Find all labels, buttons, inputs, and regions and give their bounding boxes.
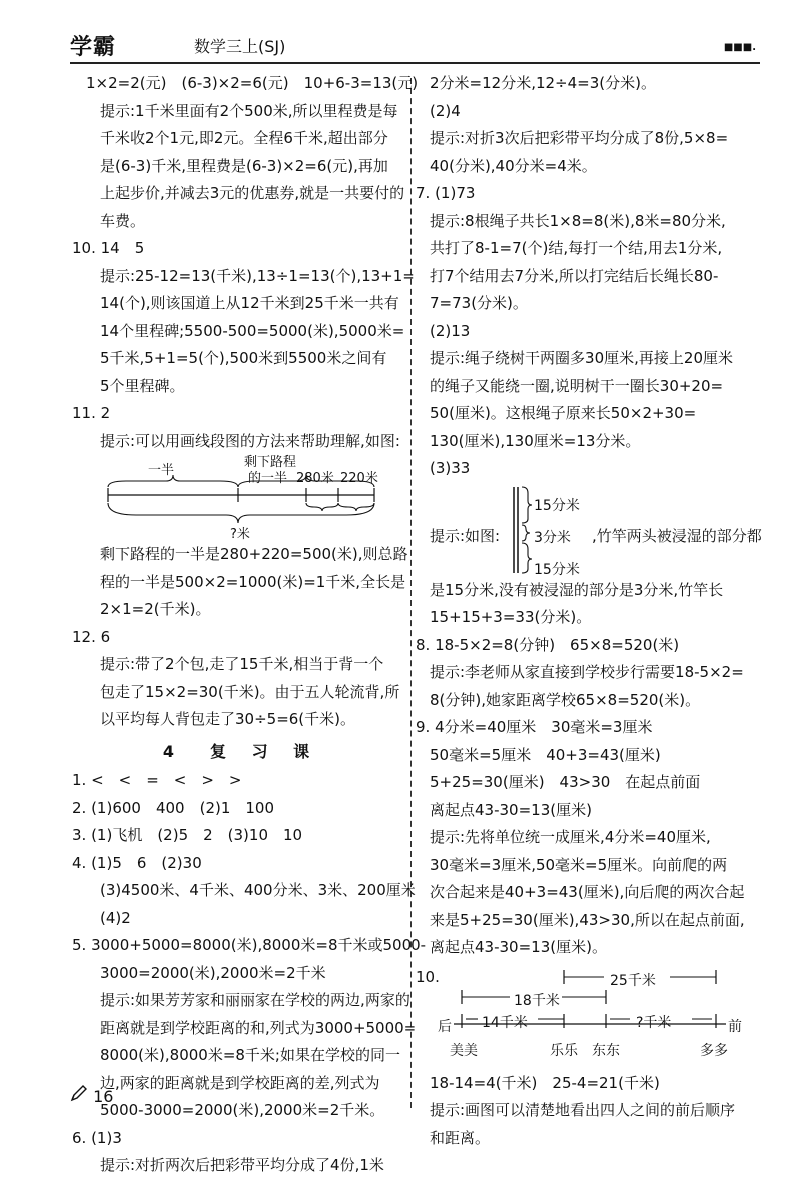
hint-line: 提示:如果芳芳家和丽丽家在学校的两边,两家的 (100, 991, 410, 1009)
hint-line: 50(厘米)。这根绳子原来长50×2+30= (430, 404, 697, 422)
page-footer (70, 1084, 113, 1106)
hint-line: 车费。 (100, 211, 146, 230)
review-answer-2: 2. (1)600 400 (2)1 100 (72, 798, 275, 817)
hint-line: 共打了8-1=7(个)结,每打一个结,用去1分米, (430, 239, 723, 257)
hint-line: 40(分米),40分米=4米。 (430, 156, 597, 175)
page-number: 16 (93, 1087, 114, 1106)
right-column (416, 70, 766, 1152)
left-column (72, 70, 427, 1180)
hint-line: 14(个),则该国道上从12千米到25千米一共有 (100, 294, 399, 312)
review-answer-1: 1. < < = < > > (72, 771, 242, 789)
solution-line: 18-14=4(千米) 25-4=21(千米) (430, 1073, 660, 1092)
label-14km: 14千米 (482, 1014, 528, 1031)
review-answer-6: 6. (1)3 (72, 1128, 122, 1147)
review-answer-3: 3. (1)飞机 (2)5 2 (3)10 10 (72, 826, 303, 844)
solution-line: 15+15+3=33(分米)。 (430, 608, 592, 626)
label-dongdong: 东东 (592, 1042, 620, 1059)
label-18km: 18千米 (514, 992, 560, 1009)
hint-line: 5个里程碑。 (100, 376, 185, 395)
answer-line: (2)13 (430, 321, 471, 340)
hint-line: 提示:绳子绕树干两圈多30厘米,再接上20厘米 (430, 349, 733, 367)
label-remaining: 剩下路程 (244, 455, 297, 470)
pencil-icon (70, 1084, 88, 1102)
hint-line: 提示:画图可以清楚地看出四人之间的前后顺序 (430, 1101, 736, 1119)
hint-line: 提示:带了2个包,走了15千米,相当于背一个 (100, 655, 384, 673)
segment-diagram-11 (86, 455, 396, 541)
hint-line: 提示:李老师从家直接到学校步行需要18-5×2= (430, 663, 744, 681)
hint-line: 提示:可以用画线段图的方法来帮助理解,如图: (100, 431, 400, 450)
question-10-answer: 10. 14 5 (72, 239, 145, 257)
section-title: 4 复 习 课 (162, 741, 320, 761)
hint-line: 8000(米),8000米=8千米;如果在学校的同一 (100, 1046, 400, 1064)
page-header (70, 28, 760, 64)
hint-line: 以平均每人背包走了30÷5=6(千米)。 (100, 710, 356, 728)
review-answer-4-part4: (4)2 (100, 908, 131, 927)
solution-line: 剩下路程的一半是280+220=500(米),则总路 (100, 545, 408, 563)
hint-line: 离起点43-30=13(厘米)。 (430, 938, 607, 956)
position-diagram-10 (416, 962, 766, 1070)
label-duoduo: 多多 (700, 1042, 728, 1059)
hint-line: 来是5+25=30(厘米),43>30,所以在起点前面, (430, 910, 745, 929)
hint-line: 提示:25-12=13(千米),13÷1=13(个),13+1= (100, 266, 415, 285)
label-15dm-bottom: 15分米 (534, 561, 580, 578)
hint-line: 14个里程碑;5500-500=5000(米),5000米= (100, 321, 405, 340)
bamboo-pole-lines (506, 483, 536, 577)
hint-line: 提示:对折3次后把彩带平均分成了8份,5×8= (430, 129, 729, 147)
question-10-number: 10. (416, 967, 440, 986)
label-half: 一半 (148, 463, 175, 478)
hint-line: 130(厘米),130厘米=13分米。 (430, 431, 641, 450)
answer-line: 离起点43-30=13(厘米) (430, 800, 592, 819)
label-280m: 280米 (296, 471, 334, 486)
hint-line: 包走了15×2=30(千米)。由于五人轮流背,所 (100, 682, 400, 701)
answer-line: (3)33 (430, 459, 471, 477)
question-11-answer: 11. 2 (72, 404, 111, 422)
hint-line: 30毫米=3厘米,50毫米=5厘米。向前爬的两 (430, 855, 728, 874)
hint-line: 是(6-3)千米,里程费是(6-3)×2=6(元),再加 (100, 156, 388, 175)
hint-line: 2分米=12分米,12÷4=3(分米)。 (430, 74, 656, 92)
hint-line: 打7个结用去7分米,所以打完结后长绳长80- (430, 266, 719, 285)
label-lele: 乐乐 (550, 1042, 578, 1059)
label-front: 前 (728, 1018, 742, 1035)
hint-line: 5千米,5+1=5(个),500米到5500米之间有 (100, 349, 387, 367)
hint-line: 7=73(分米)。 (430, 294, 528, 312)
label-back: 后 (438, 1018, 452, 1035)
hint-line: 5000-3000=2000(米),2000米=2千米。 (100, 1101, 385, 1119)
label-25km: 25千米 (610, 972, 656, 989)
hint-line: 8(分钟),她家距离学校65×8=520(米)。 (430, 690, 701, 709)
hint-line: 距离就是到学校距离的和,列式为3000+5000= (100, 1018, 417, 1037)
review-answer-5-cont: 3000=2000(米),2000米=2千米 (100, 963, 326, 982)
hint-line: 边,两家的距离就是到学校距离的差,列式为 (100, 1073, 380, 1092)
hint-line: 和距离。 (430, 1128, 491, 1147)
label-meimei: 美美 (450, 1042, 478, 1059)
answer-line: 50毫米=5厘米 40+3=43(厘米) (430, 745, 661, 764)
hint-line: 上起步价,并减去3元的优惠券,就是一共要付的 (100, 184, 405, 202)
hint-line: 提示:对折两次后把彩带平均分成了4份,1米 (100, 1156, 384, 1174)
question-9-answer: 9. 4分米=40厘米 30毫米=3厘米 (416, 718, 653, 736)
brand-logo: 学霸 (70, 35, 117, 60)
book-series-title: 数学三上(SJ) (194, 37, 286, 56)
review-answer-5: 5. 3000+5000=8000(米),8000米=8千米或5000- (72, 936, 427, 954)
label-unknown-km: ?千米 (636, 1014, 672, 1031)
solution-line: 是15分米,没有被浸湿的部分是3分米,竹竿长 (430, 580, 724, 599)
label-220m: 220米 (340, 471, 378, 486)
question-8-answer: 8. 18-5×2=8(分钟) 65×8=520(米) (416, 635, 680, 654)
question-12-answer: 12. 6 (72, 627, 111, 646)
label-remaining-half: 的一半 (248, 471, 288, 486)
label-total: ?米 (230, 527, 250, 542)
answer-line: (2)4 (430, 101, 461, 120)
hint-line: 提示:先将单位统一成厘米,4分米=40厘米, (430, 828, 711, 846)
hint-line: 提示:8根绳子共长1×8=8(米),8米=80分米, (430, 211, 726, 230)
review-answer-4-part3: (3)4500米、4千米、400分米、3米、200厘米 (100, 881, 416, 899)
diagram-suffix: ,竹竿两头被浸湿的部分都 (592, 526, 762, 545)
label-3dm: 3分米 (534, 529, 571, 546)
hint-line: 的绳子又能绕一圈,说明树干一圈长30+20= (430, 376, 724, 395)
hint-line: 千米收2个1元,即2元。全程6千米,超出部分 (100, 129, 388, 147)
bamboo-pole-diagram (430, 483, 766, 577)
hint-line: 次合起来是40+3=43(厘米),向后爬的两次合起 (430, 883, 745, 901)
diagram-prefix: 提示:如图: (430, 526, 501, 545)
question-7-answer: 7. (1)73 (416, 184, 476, 202)
header-mark: ■■■. (723, 42, 756, 53)
hint-line: 提示:1千米里面有2个500米,所以里程费是每 (100, 101, 398, 120)
solution-line: 程的一半是500×2=1000(米)=1千米,全长是 (100, 572, 406, 591)
solution-line: 2×1=2(千米)。 (100, 600, 211, 618)
answer-line: 1×2=2(元) (6-3)×2=6(元) 10+6-3=13(元) (86, 74, 419, 92)
label-15dm-top: 15分米 (534, 497, 580, 514)
answer-line: 5+25=30(厘米) 43>30 在起点前面 (430, 773, 701, 791)
review-answer-4: 4. (1)5 6 (2)30 (72, 853, 202, 872)
